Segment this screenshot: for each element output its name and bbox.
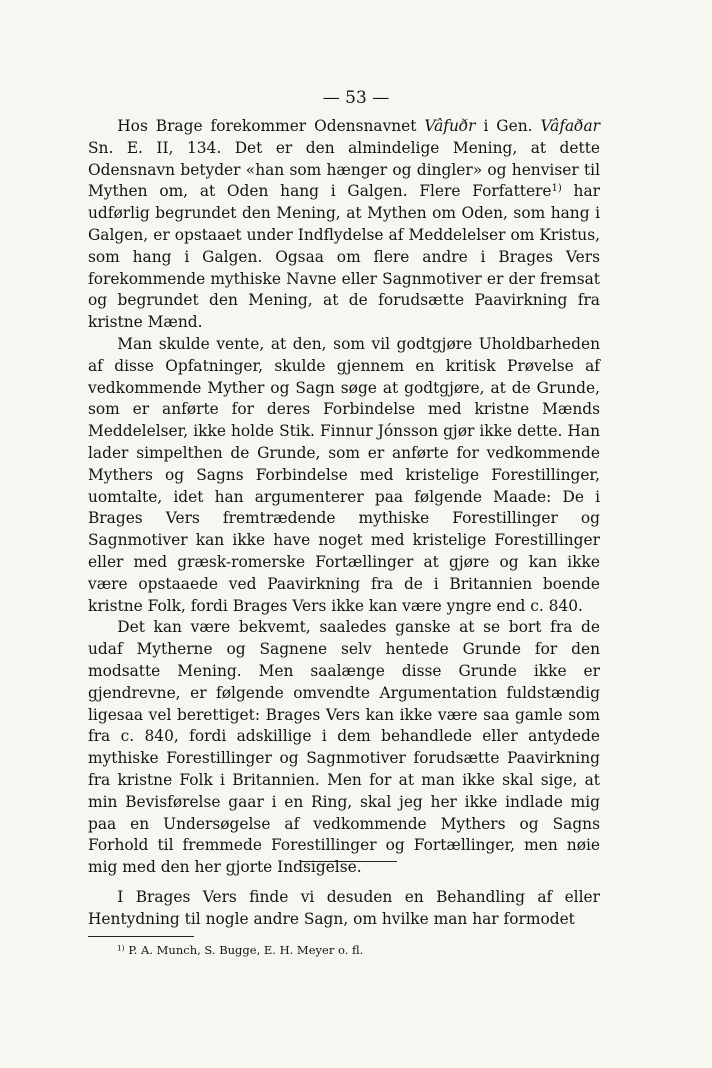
section-divider [300, 861, 397, 862]
paragraph [88, 617, 600, 879]
text-run: Hos Brage forekommer Odensnavnet [117, 117, 425, 135]
text-run: Sn. E. II, 134. Det er den almindelige Mening, at dette Odensnavn betyder «han som hænger og dingler» og henviser til Mythen om, at Oden hang i Galgen. Flere Forfattere [88, 138, 600, 201]
italic-term: Vâfaðar [540, 117, 600, 135]
italic-term: Vâfuðr [424, 117, 476, 135]
paragraph: I Brages Vers finde vi desuden en Behandling af eller Hentydning til nogle andre Sagn, om hvilke man har formodet [88, 888, 600, 928]
text-run: i Gen. [475, 117, 541, 135]
footnote-divider [88, 936, 194, 937]
body-text [88, 116, 600, 879]
footnote [117, 942, 597, 958]
paragraph [88, 116, 600, 334]
paragraph [88, 334, 600, 617]
footnote-marker: 1) [117, 943, 125, 953]
footnote-text: P. A. Munch, S. Bugge, E. H. Meyer o. fl. [124, 943, 364, 957]
footnote-reference: 1) [551, 183, 562, 195]
text-run: har udførlig begrundet den Mening, at Mythen om Oden, som hang i Galgen, er opstaaet under Indflydelse af Meddelelser om Kristus, som hang i Galgen. Ogsaa om flere andre i Brages Vers forekommende mythiske Navne eller Sagnmotiver er der fremsat og begrundet den Mening, at de forudsætte Paavirkning fra kristne Mænd. [88, 182, 600, 332]
page-number: — 53 — [322, 88, 390, 108]
text-run: Det kan være bekvemt, saaledes ganske at se bort fra de udaf Mytherne og Sagnene selv hentede Grunde for den modsatte Mening. Men saalænge disse Grunde ikke er gjendrevne, er følgende omvendte Argumentation fuldstændig ligesaa vel berettiget: Brages Vers kan ikke være saa gamle som fra c. 840, fordi adskillige i dem behandlede eller antydede mythiske Forestillinger og Sagnmotiver forudsætte Paavirkning fra kristne Folk i Britannien. Men for at man ikke skal sige, at min Bevisførelse gaar i en Ring, skal jeg her ikke indlade mig paa en Undersøgelse af vedkommende Mythers og Sagns Forhold til fremmede Forestillinger og Fortællinger, men nøie mig med den her gjorte Indsigelse. [88, 618, 600, 877]
text-run: Man skulde vente, at den, som vil godtgjøre Uholdbarheden af disse Opfatninger, skulde gjennem en kritisk Prøvelse af vedkommende Myther og Sagn søge at godtgjøre, at de Grunde, som er anførte for deres Forbindelse med kristne Mænds Meddelelser, ikke holde Stik. Finnur Jónsson gjør ikke dette. Han lader simpelthen de Grunde, som er anførte for vedkommende Mythers og Sagns Forbindelse med kristelige Forestillinger, uomtalte, idet han argumenterer paa følgende Maade: De i Brages Vers fremtrædende mythiske Forestillinger og Sagnmotiver kan ikke have noget med kristelige Forestillinger eller med græsk-romerske Fortællinger at gjøre og kan ikke være opstaaede ved Paavirkning fra de i Britannien boende kristne Folk, fordi Brages Vers ikke kan være yngre end c. 840. [88, 334, 600, 615]
body-text-continued [88, 886, 600, 930]
